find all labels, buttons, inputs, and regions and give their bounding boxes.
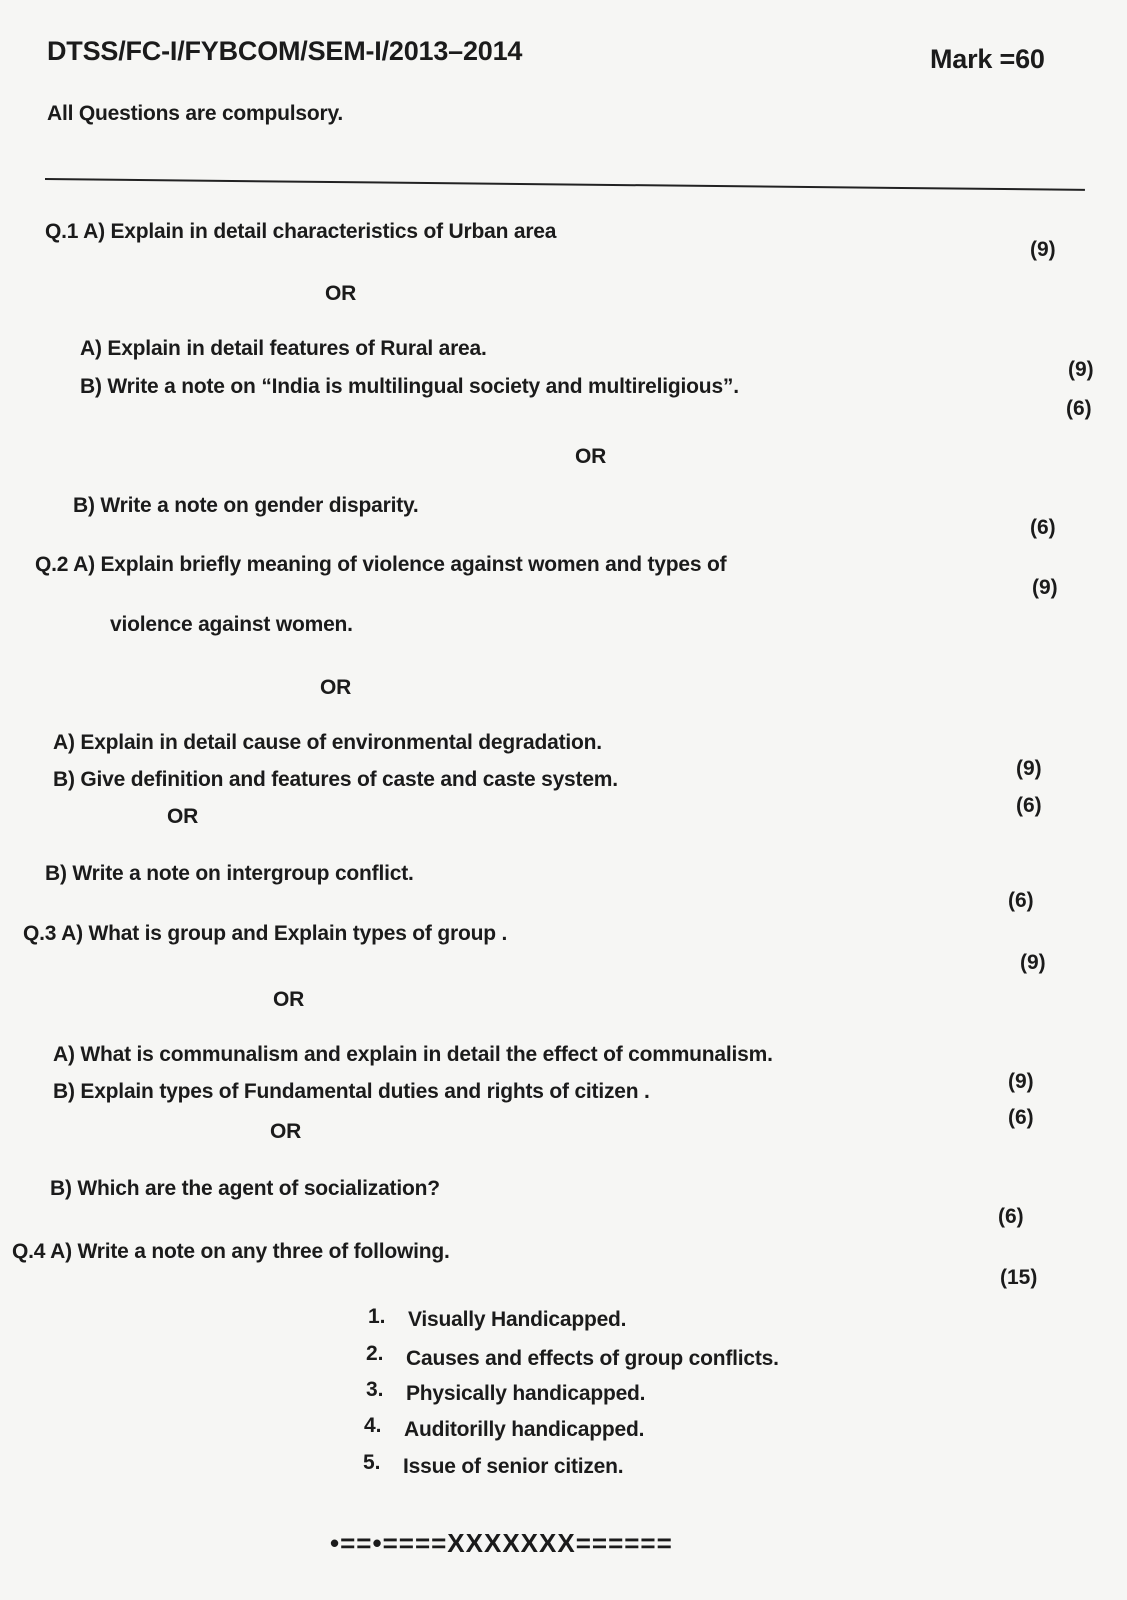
question-q3b: B) Which are the agent of socialization?: [50, 1177, 440, 1200]
or-label: OR: [325, 282, 357, 305]
total-marks: Mark =60: [930, 44, 1045, 74]
mark-q1alt-a: (9): [1068, 358, 1094, 381]
mark-q1alt-b: (6): [1066, 397, 1092, 420]
question-q4a: Q.4 A) Write a note on any three of following.: [12, 1240, 450, 1263]
mark-q1a: (9): [1030, 238, 1056, 261]
mark-q2alt-b: (6): [1016, 794, 1042, 817]
or-label: OR: [320, 676, 352, 699]
question-q2alt-a: A) Explain in detail cause of environmental degradation.: [53, 731, 602, 754]
list-item-number: 4.: [364, 1414, 382, 1437]
mark-q2b: (6): [1008, 889, 1034, 912]
list-item: Issue of senior citizen.: [403, 1455, 624, 1478]
list-item: Causes and effects of group conflicts.: [406, 1347, 779, 1370]
question-q3a: Q.3 A) What is group and Explain types of group .: [23, 922, 508, 945]
list-item: Physically handicapped.: [406, 1382, 646, 1405]
question-q1alt-a: A) Explain in detail features of Rural area.: [80, 337, 487, 360]
question-q2alt-b: B) Give definition and features of caste and caste system.: [53, 768, 618, 791]
question-q1alt-b: B) Write a note on “India is multilingual society and multireligious”.: [80, 375, 739, 398]
question-q2b: B) Write a note on intergroup conflict.: [45, 862, 414, 885]
mark-q3a: (9): [1020, 951, 1046, 974]
paper-code: DTSS/FC-I/FYBCOM/SEM-I/2013–2014: [47, 36, 523, 66]
list-item-number: 1.: [368, 1305, 386, 1328]
list-item: Auditorilly handicapped.: [404, 1418, 645, 1441]
instructions: All Questions are compulsory.: [47, 102, 344, 125]
mark-q4a: (15): [1000, 1266, 1038, 1289]
mark-q2a: (9): [1032, 576, 1058, 599]
or-label: OR: [575, 445, 607, 468]
list-item: Visually Handicapped.: [408, 1308, 627, 1331]
list-item-number: 5.: [363, 1451, 381, 1474]
or-label: OR: [167, 805, 199, 828]
question-q2a: Q.2 A) Explain briefly meaning of violence against women and types of: [35, 553, 727, 576]
divider: [45, 178, 1085, 191]
or-label: OR: [270, 1120, 302, 1143]
question-q3alt-b: B) Explain types of Fundamental duties and rights of citizen .: [53, 1080, 650, 1103]
mark-q1b: (6): [1030, 516, 1056, 539]
list-item-number: 3.: [366, 1378, 384, 1401]
question-q3alt-a: A) What is communalism and explain in detail the effect of communalism.: [53, 1043, 773, 1066]
question-q1b: B) Write a note on gender disparity.: [73, 494, 419, 517]
end-of-paper-marker: •==•====XXXXXXX======: [330, 1528, 673, 1558]
mark-q3b: (6): [998, 1205, 1024, 1228]
or-label: OR: [273, 988, 305, 1011]
mark-q3alt-b: (6): [1008, 1106, 1034, 1129]
mark-q3alt-a: (9): [1008, 1070, 1034, 1093]
mark-q2alt-a: (9): [1016, 757, 1042, 780]
question-q2a-cont: violence against women.: [110, 613, 353, 636]
list-item-number: 2.: [366, 1342, 384, 1365]
question-q1a: Q.1 A) Explain in detail characteristics of Urban area: [45, 220, 557, 243]
